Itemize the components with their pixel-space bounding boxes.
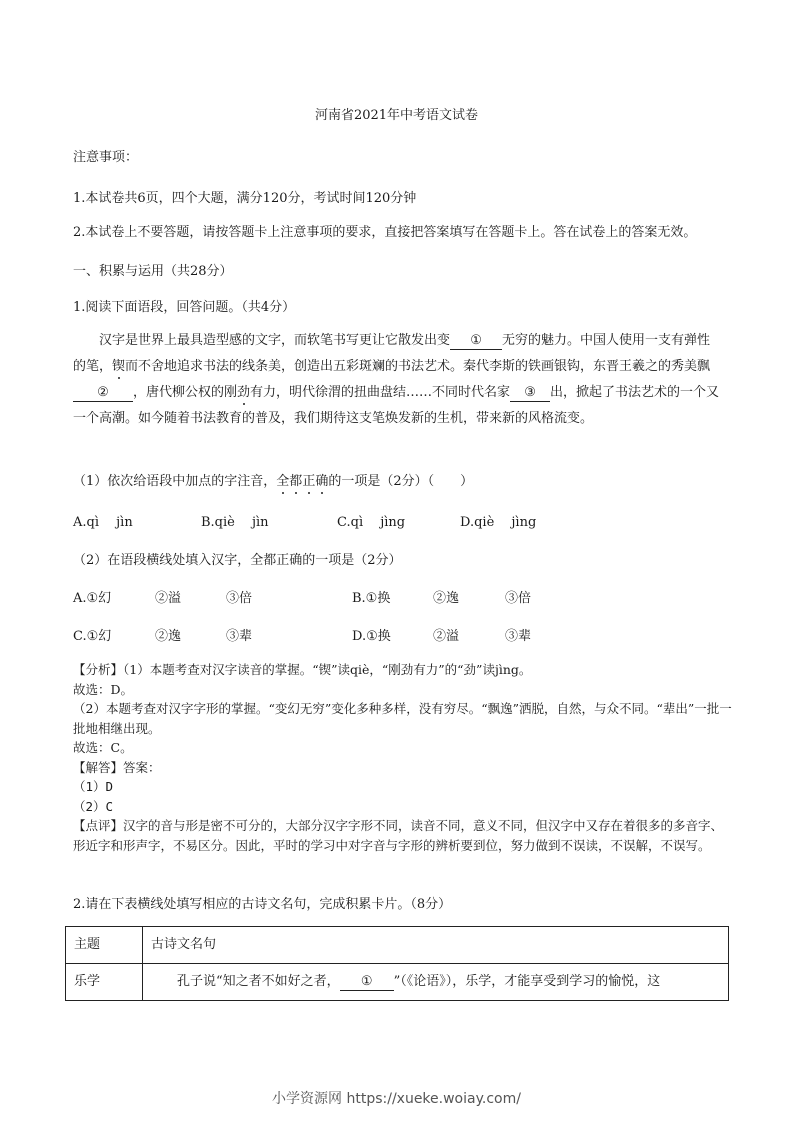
- option-a-3: ③倍: [226, 591, 253, 606]
- option-d-3: ③辈: [505, 629, 532, 644]
- notice-item-1: 1.本试卷共6页，四个大题，满分120分，考试时间120分钟: [73, 191, 417, 206]
- blank-1: ①: [450, 333, 502, 350]
- passage-text: ，唐代柳公权的刚: [133, 385, 238, 400]
- dotted-char: 全: [276, 474, 290, 489]
- sub-question-1-stem: [73, 470, 473, 489]
- table-header-row: [66, 927, 729, 964]
- passage-text: 无穷的魅力。中国人使用一支有弹性的笔，: [73, 333, 711, 374]
- analysis-line: （2）C: [73, 798, 114, 814]
- blank-3: ③: [510, 385, 550, 402]
- dotted-char: 锲: [112, 359, 126, 374]
- quote-text: 孔子说“知之者不如好之者，: [177, 974, 340, 989]
- table-blank-1: ①: [340, 974, 394, 991]
- option-a: A.qì jìn: [73, 515, 133, 530]
- dotted-char: 正: [302, 474, 316, 489]
- dotted-char: 劲: [237, 385, 251, 400]
- accumulation-card-table: [65, 926, 729, 1001]
- stem-text: （1）依次给语段中加点的字注音，: [73, 474, 277, 489]
- option-d-1: D.①换: [352, 629, 391, 644]
- analysis-line: 【解答】答案：: [73, 759, 161, 775]
- passage-text: 有力，明代徐渭的扭曲盘结……不同时代名家: [250, 385, 511, 400]
- option-c: C.qì jìng: [337, 515, 406, 530]
- stem-text: 的一项是（2分）（ ）: [328, 474, 474, 489]
- row-quote: [143, 964, 729, 1001]
- notice-item-2: 2.本试卷上不要答题，请按答题卡上注意事项的要求，直接把答案填写在答题卡上。答在试卷上的答案无效。: [73, 225, 697, 240]
- option-b: B.qiè jìn: [201, 515, 269, 530]
- answer-analysis: [73, 660, 733, 855]
- blank-2: ②: [73, 385, 133, 402]
- dotted-char: 都: [289, 474, 303, 489]
- dotted-char: 确: [315, 474, 329, 489]
- analysis-line: 【分析】（1）本题考查对汉字读音的掌握。“锲”读qiè，“刚劲有力”的“劲”读jìng。: [73, 662, 532, 677]
- question-1-heading: 1.阅读下面语段，回答问题。（共4分）: [73, 300, 296, 315]
- option-d-2: ②溢: [433, 629, 460, 644]
- passage-text: 汉字是世界上最具造型感的文字，而软笔书写更让它散发出变: [99, 333, 451, 348]
- option-c-1: C.①幻: [73, 629, 112, 644]
- option-b-2: ②逸: [433, 591, 460, 606]
- analysis-line: （1）D: [73, 779, 114, 794]
- page-title: 河南省2021年中考语文试卷: [314, 108, 479, 123]
- quote-text: ”（《论语》），乐学，才能享受到学习的愉悦，这: [393, 974, 661, 989]
- analysis-line: 【点评】汉字的音与形是密不可分的，大部分汉字字形不同，读音不同，意义不同，但汉字中又存在着很多的多音字、形近字和形声字，不易区分。因此，平时的学习中对字音与字形的辨析要到位，努力做到不误读，不误解，不误写。: [73, 818, 724, 853]
- analysis-line: 故选：C。: [73, 740, 133, 755]
- option-a-1: A.①幻: [73, 591, 112, 606]
- notice-heading: 注意事项：: [73, 150, 139, 165]
- analysis-line: （2）本题考查对汉字字形的掌握。“变幻无穷”变化多种多样，没有穷尽。“飘逸”洒脱，自然，与众不同。“辈出”一批一批地相继出现。: [73, 701, 732, 736]
- option-c-3: ③辈: [226, 629, 253, 644]
- table-row: [66, 964, 729, 1001]
- option-c-2: ②逸: [155, 629, 182, 644]
- analysis-line: 故选：D。: [73, 681, 134, 697]
- header-theme: 主题: [66, 927, 143, 964]
- option-b-3: ③倍: [505, 591, 532, 606]
- question-2-heading: 2.请在下表横线处填写相应的古诗文名句，完成积累卡片。（8分）: [73, 897, 452, 912]
- header-quote: 古诗文名句: [143, 927, 729, 964]
- row-theme: 乐学: [66, 964, 143, 1001]
- option-a-2: ②溢: [155, 591, 182, 606]
- footer-watermark: 小学资源网 https://xueke.woiay.com/: [272, 1091, 521, 1107]
- passage-text: 而不舍地追求书法的线条美，创造出五彩斑斓的书法艺术。秦代李斯的铁画银钩，东晋王羲之的秀美飘: [125, 359, 711, 374]
- section-heading: 一、积累与运用（共28分）: [73, 264, 233, 279]
- passage-text: 出，掀起了书法艺术的一个又一个高潮。如今随着书法教育的普及，我们期待这支笔焕发新的生机，带来新的风格流变。: [73, 385, 720, 426]
- option-b-1: B.①换: [352, 591, 391, 606]
- reading-passage: [73, 328, 723, 432]
- sub-question-2-stem: （2）在语段横线处填入汉字，全都正确的一项是（2分）: [73, 553, 402, 568]
- option-d: D.qiè jìng: [460, 515, 537, 530]
